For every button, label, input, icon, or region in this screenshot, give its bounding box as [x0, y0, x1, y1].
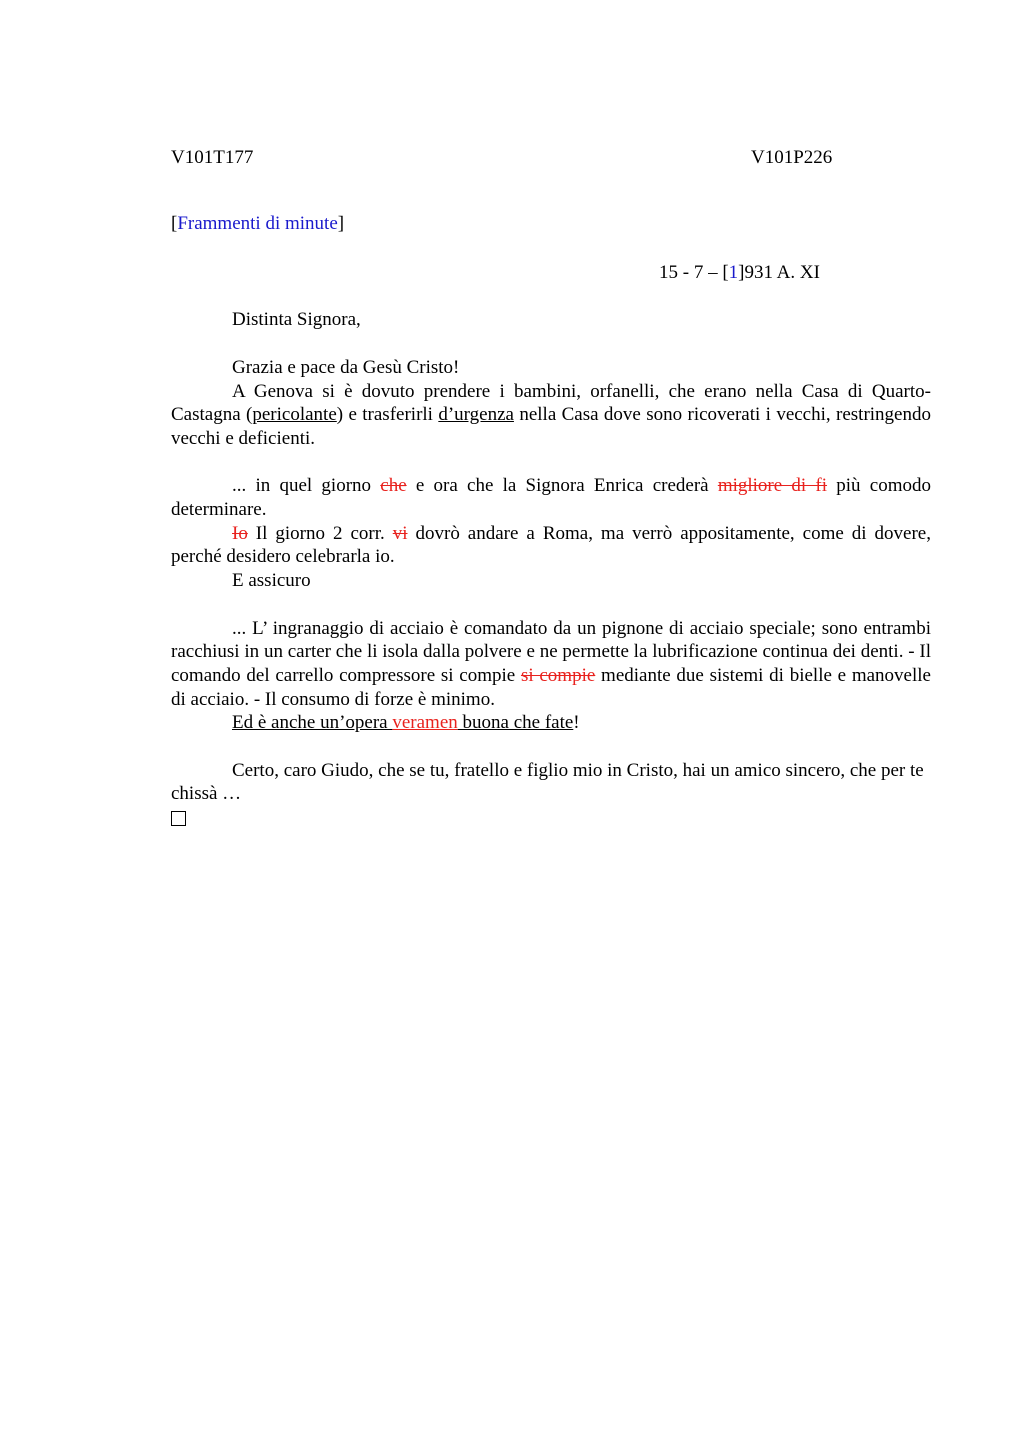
paragraph-opera: [171, 711, 931, 735]
deleted-text: che: [380, 475, 407, 497]
text-span: ) e trasferirli: [336, 404, 439, 426]
square-icon: [171, 811, 186, 826]
deleted-text: vi: [392, 522, 408, 544]
paragraph-assicuro: E assicuro: [232, 570, 311, 592]
document-page: [171, 140, 931, 833]
underlined-text: Ed è anche un’opera: [232, 712, 393, 734]
paragraph-roma: [171, 522, 931, 569]
date-inserted-digit: 1: [728, 261, 739, 283]
deleted-text: si compie: [520, 664, 596, 686]
text-span: Il giorno 2 corr.: [247, 522, 393, 544]
title-bracket-close: ]: [337, 213, 345, 234]
salutation: Distinta Signora,: [232, 309, 361, 331]
date-prefix: 15 - 7 – [: [659, 261, 729, 283]
deleted-text: migliore di fi: [717, 475, 828, 497]
document-code-right: V101P226: [751, 147, 833, 168]
greeting: Grazia e pace da Gesù Cristo!: [232, 356, 460, 378]
text-span: !: [573, 712, 580, 734]
text-span: più comodo determinare.: [171, 475, 931, 520]
text-span: ... L’ ingranaggio di acciaio è comandato da un pignone di acciaio speciale; sono entrambi racchiusi in un carter che li isola dalla polvere e ne permette la lubrificazione continua dei denti. - Il comando del carrello compressore si compie: [171, 617, 931, 686]
text-span: dovrò andare a Roma, ma verrò appositamente, come di dovere, perché desidero celebrarla io.: [171, 522, 931, 568]
text-span: ... in quel giorno: [232, 475, 381, 497]
text-span: mediante due sistemi di bielle e manovelle di acciaio. - Il consumo di forze è minimo.: [171, 664, 931, 710]
underlined-text: d’urgenza: [438, 404, 514, 426]
letter-date: [171, 261, 931, 285]
paragraph-giorno: [171, 474, 931, 521]
title-bracket-open: [: [171, 213, 178, 234]
date-suffix: ]931 A. XI: [738, 261, 820, 283]
document-code-left: V101T177: [171, 147, 254, 168]
header: [171, 140, 931, 168]
paragraph-ingranaggio: [171, 617, 931, 712]
end-mark: [171, 806, 931, 833]
underlined-text: pericolante: [252, 404, 337, 426]
deleted-text: Io: [232, 522, 248, 544]
text-span: A Genova si è dovuto prendere i bambini, orfanelli, che erano nella Casa di Quarto-Castagna (: [171, 380, 931, 426]
paragraph-genova: [171, 380, 931, 451]
paragraph-giudo: Certo, caro Giudo, che se tu, fratello e figlio mio in Cristo, hai un amico sincero, che per te chissà …: [171, 759, 924, 805]
deleted-text: veramen: [392, 712, 458, 734]
title-text: Frammenti di minute: [177, 213, 338, 234]
text-span: e ora che la Signora Enrica crederà: [406, 475, 718, 497]
text-span: nella Casa dove sono ricoverati i vecchi, restringendo vecchi e deficienti.: [171, 404, 931, 449]
document-title: [171, 212, 931, 236]
underlined-text: buona che fate: [457, 712, 574, 734]
